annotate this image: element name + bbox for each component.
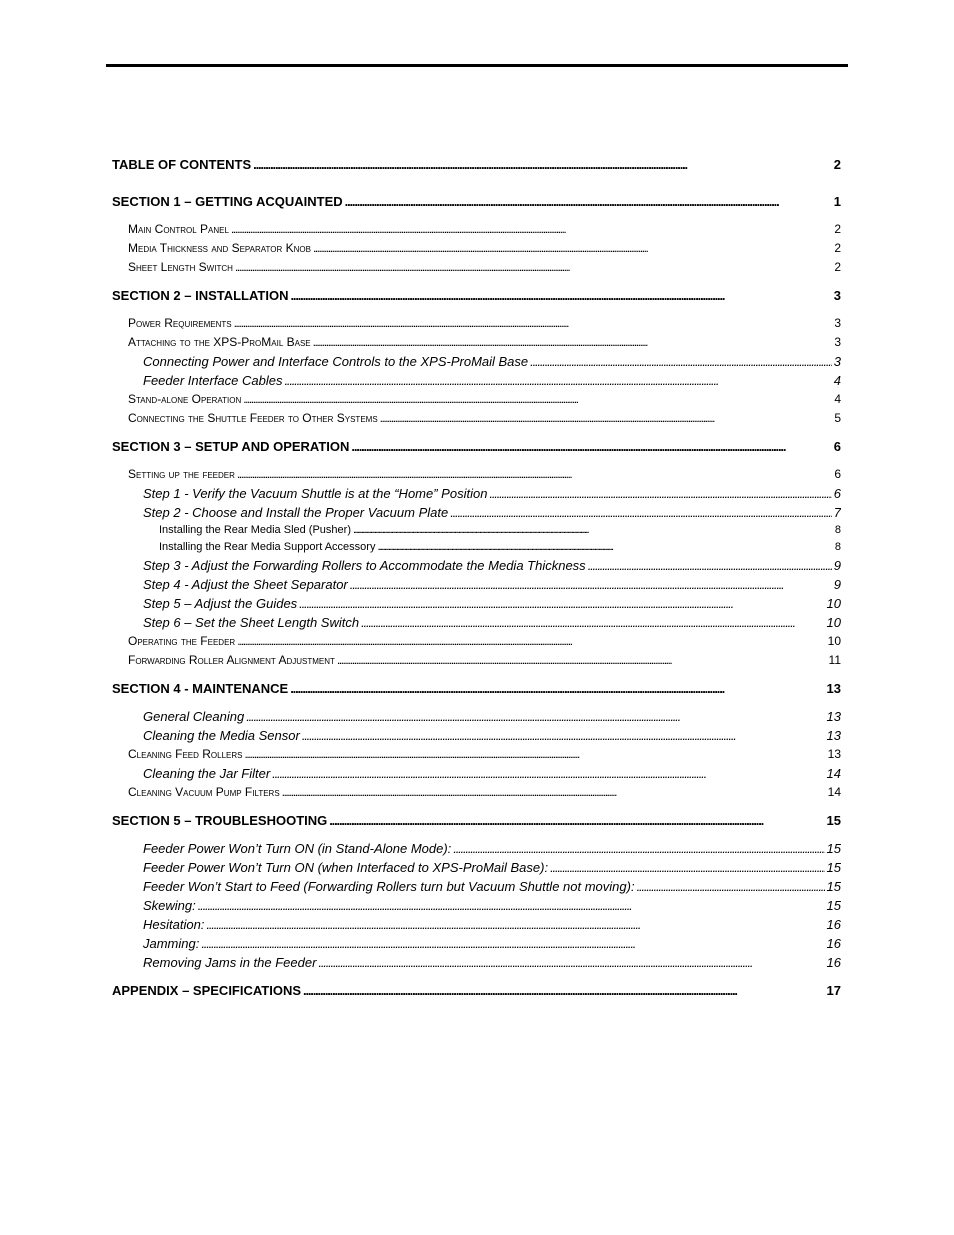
- toc-entry-title: Skewing:: [143, 898, 196, 913]
- toc-entry[interactable]: [112, 766, 841, 785]
- dot-leader: [318, 955, 824, 970]
- toc-entry[interactable]: [112, 983, 841, 1002]
- dot-leader: [377, 541, 832, 553]
- toc-entry-title: Setting up the feeder: [128, 467, 235, 481]
- toc-entry-page: 3: [833, 354, 841, 369]
- dot-leader: [361, 615, 824, 630]
- dot-leader: [530, 354, 832, 369]
- toc-entry-title: SECTION 2 – INSTALLATION: [112, 288, 289, 303]
- toc-entry-page: 2: [833, 157, 841, 172]
- toc-entry-title: Sheet Length Switch: [128, 260, 233, 274]
- section-spacer: [112, 430, 841, 439]
- toc-entry-page: 13: [826, 709, 841, 724]
- toc-entry-title: Installing the Rear Media Support Accessory: [159, 541, 376, 553]
- toc-entry-page: 17: [826, 983, 841, 998]
- dot-leader: [234, 316, 833, 330]
- toc-entry-page: 9: [833, 577, 841, 592]
- toc-entry-page: 9: [833, 558, 841, 573]
- toc-entry-page: 6: [833, 486, 841, 501]
- toc-entry-title: Hesitation:: [143, 917, 205, 932]
- toc-entry[interactable]: [112, 439, 841, 458]
- toc-entry-page: 16: [826, 936, 841, 951]
- dot-leader: [201, 936, 824, 951]
- toc-entry-page: 2: [834, 260, 841, 274]
- toc-entry-title: Step 6 – Set the Sheet Length Switch: [143, 615, 360, 630]
- toc-entry-page: 10: [827, 634, 841, 648]
- toc-entry-page: 3: [833, 288, 841, 303]
- toc-entry-title: Feeder Power Won’t Turn ON (when Interfaced to XPS-ProMail Base):: [143, 860, 549, 875]
- toc-entry-title: Power Requirements: [128, 316, 232, 330]
- toc-entry[interactable]: [112, 898, 841, 917]
- toc-entry[interactable]: [112, 467, 841, 486]
- toc-entry-page: 13: [826, 728, 841, 743]
- dot-leader: [243, 392, 832, 406]
- dot-leader: [329, 813, 824, 828]
- dot-leader: [284, 373, 831, 388]
- toc-entry-title: Step 4 - Adjust the Sheet Separator: [143, 577, 348, 592]
- toc-entry-page: 4: [834, 392, 841, 406]
- toc-entry-title: Step 3 - Adjust the Forwarding Rollers to Accommodate the Media Thickness: [143, 558, 586, 573]
- toc-entry-title: General Cleaning: [143, 709, 245, 724]
- section-spacer: [112, 974, 841, 983]
- toc-entry[interactable]: [112, 541, 841, 558]
- toc-entry-title: TABLE OF CONTENTS: [112, 157, 252, 172]
- toc-entry[interactable]: [112, 524, 841, 541]
- toc-entry-page: 3: [834, 335, 841, 349]
- toc-entry-page: 15: [826, 860, 841, 875]
- dot-leader: [353, 524, 833, 536]
- toc-entry-page: 8: [834, 524, 841, 536]
- toc-entry-page: 5: [834, 411, 841, 425]
- toc-entry-page: 15: [826, 813, 841, 828]
- toc-entry-title: Feeder Power Won’t Turn ON (in Stand-Alone Mode):: [143, 841, 452, 856]
- dot-leader: [235, 260, 832, 274]
- header-rule: [106, 64, 848, 67]
- toc-entry[interactable]: [112, 505, 841, 524]
- toc-entry[interactable]: [112, 373, 841, 392]
- toc-entry-title: Cleaning the Jar Filter: [143, 766, 271, 781]
- dot-leader: [380, 411, 833, 425]
- toc-entry-title: Connecting Power and Interface Controls to the XPS-ProMail Base: [143, 354, 529, 369]
- dot-leader: [345, 194, 832, 209]
- toc-entry[interactable]: [112, 558, 841, 577]
- toc-entry-page: 15: [826, 898, 841, 913]
- dot-leader: [350, 577, 832, 592]
- dot-leader: [313, 241, 832, 255]
- toc-entry[interactable]: [112, 936, 841, 955]
- toc-entry-title: Media Thickness and Separator Knob: [128, 241, 311, 255]
- dot-leader: [290, 681, 824, 696]
- toc-entry-page: 6: [833, 439, 841, 454]
- dot-leader: [302, 728, 825, 743]
- toc-entry[interactable]: [112, 316, 841, 335]
- toc-entry[interactable]: [112, 634, 841, 653]
- dot-leader: [231, 222, 832, 236]
- toc-entry[interactable]: [112, 653, 841, 672]
- dot-leader: [246, 709, 824, 724]
- dot-leader: [637, 879, 825, 894]
- dot-leader: [198, 898, 825, 913]
- toc-entry[interactable]: [112, 392, 841, 411]
- toc-entry[interactable]: [112, 411, 841, 430]
- toc-entry-page: 2: [834, 241, 841, 255]
- toc-entry-title: Cleaning Feed Rollers: [128, 747, 243, 761]
- toc-entry[interactable]: [112, 157, 841, 176]
- toc-entry-title: SECTION 5 – TROUBLESHOOTING: [112, 813, 328, 828]
- toc-entry[interactable]: [112, 813, 841, 832]
- toc-entry-title: Feeder Won’t Start to Feed (Forwarding Rollers turn but Vacuum Shuttle not moving):: [143, 879, 635, 894]
- dot-leader: [272, 766, 824, 781]
- toc-entry-page: 13: [826, 681, 841, 696]
- toc-entry[interactable]: [112, 728, 841, 747]
- toc-entry[interactable]: [112, 241, 841, 260]
- dot-leader: [237, 634, 825, 648]
- toc-entry[interactable]: [112, 615, 841, 634]
- toc-entry[interactable]: [112, 222, 841, 241]
- toc-entry[interactable]: [112, 354, 841, 373]
- toc-entry-title: SECTION 3 – SETUP AND OPERATION: [112, 439, 350, 454]
- toc-entry[interactable]: [112, 681, 841, 700]
- dot-leader: [313, 335, 833, 349]
- toc-entry[interactable]: [112, 288, 841, 307]
- dot-leader: [303, 983, 825, 998]
- toc-entry-title: APPENDIX – SPECIFICATIONS: [112, 983, 302, 998]
- dot-leader: [290, 288, 831, 303]
- section-spacer: [112, 804, 841, 813]
- toc-entry-page: 10: [826, 615, 841, 630]
- toc-entry-title: Forwarding Roller Alignment Adjustment: [128, 653, 335, 667]
- toc-entry-page: 14: [826, 766, 841, 781]
- toc-entry[interactable]: [112, 879, 841, 898]
- toc-entry-page: 11: [828, 653, 841, 667]
- toc-entry[interactable]: [112, 194, 841, 213]
- toc-entry-page: 15: [826, 879, 841, 894]
- dot-leader: [337, 653, 827, 667]
- table-of-contents: [112, 157, 841, 1020]
- toc-entry-title: SECTION 4 - MAINTENANCE: [112, 681, 289, 696]
- toc-entry-title: Removing Jams in the Feeder: [143, 955, 317, 970]
- toc-entry-page: 2: [834, 222, 841, 236]
- toc-entry-title: Installing the Rear Media Sled (Pusher): [159, 524, 351, 536]
- toc-entry-page: 8: [834, 541, 841, 553]
- toc-entry-page: 7: [833, 505, 841, 520]
- toc-entry[interactable]: [112, 785, 841, 804]
- toc-entry-title: Connecting the Shuttle Feeder to Other Systems: [128, 411, 378, 425]
- toc-entry[interactable]: [112, 747, 841, 766]
- toc-entry-title: Main Control Panel: [128, 222, 229, 236]
- dot-leader: [206, 917, 824, 932]
- toc-entry-page: 4: [833, 373, 841, 388]
- toc-entry-page: 10: [826, 596, 841, 611]
- toc-entry[interactable]: [112, 335, 841, 354]
- section-spacer: [112, 672, 841, 681]
- toc-entry[interactable]: [112, 577, 841, 596]
- toc-entry-page: 6: [834, 467, 841, 481]
- dot-leader: [253, 157, 832, 172]
- toc-entry-page: 16: [826, 917, 841, 932]
- dot-leader: [282, 785, 826, 799]
- dot-leader: [453, 841, 824, 856]
- toc-entry[interactable]: [112, 860, 841, 879]
- toc-entry-title: Attaching to the XPS-ProMail Base: [128, 335, 311, 349]
- toc-entry-page: 14: [827, 785, 841, 799]
- section-spacer: [112, 279, 841, 288]
- toc-entry-title: Stand-alone Operation: [128, 392, 242, 406]
- toc-entry[interactable]: [112, 917, 841, 936]
- dot-leader: [237, 467, 832, 481]
- dot-leader: [299, 596, 824, 611]
- dot-leader: [550, 860, 824, 875]
- toc-entry-title: Step 5 – Adjust the Guides: [143, 596, 298, 611]
- dot-leader: [588, 558, 832, 573]
- toc-entry[interactable]: [112, 841, 841, 860]
- toc-entry-title: Cleaning Vacuum Pump Filters: [128, 785, 280, 799]
- toc-entry-title: Operating the Feeder: [128, 634, 236, 648]
- toc-entry[interactable]: [112, 596, 841, 615]
- dot-leader: [351, 439, 831, 454]
- toc-entry-title: Cleaning the Media Sensor: [143, 728, 300, 743]
- toc-entry[interactable]: [112, 260, 841, 279]
- dot-leader: [244, 747, 825, 761]
- toc-entry-title: Step 2 - Choose and Install the Proper Vacuum Plate: [143, 505, 449, 520]
- toc-entry[interactable]: [112, 955, 841, 974]
- toc-entry-title: Step 1 - Verify the Vacuum Shuttle is at the “Home” Position: [143, 486, 488, 501]
- toc-entry-page: 16: [826, 955, 841, 970]
- dot-leader: [489, 486, 831, 501]
- toc-entry-page: 15: [826, 841, 841, 856]
- toc-entry-title: Jamming:: [143, 936, 200, 951]
- toc-entry-page: 3: [834, 316, 841, 330]
- toc-entry-title: SECTION 1 – GETTING ACQUAINTED: [112, 194, 343, 209]
- dot-leader: [450, 505, 832, 520]
- toc-entry-page: 13: [827, 747, 841, 761]
- toc-entry[interactable]: [112, 709, 841, 728]
- toc-entry-title: Feeder Interface Cables: [143, 373, 283, 388]
- toc-entry-page: 1: [833, 194, 841, 209]
- toc-entry[interactable]: [112, 486, 841, 505]
